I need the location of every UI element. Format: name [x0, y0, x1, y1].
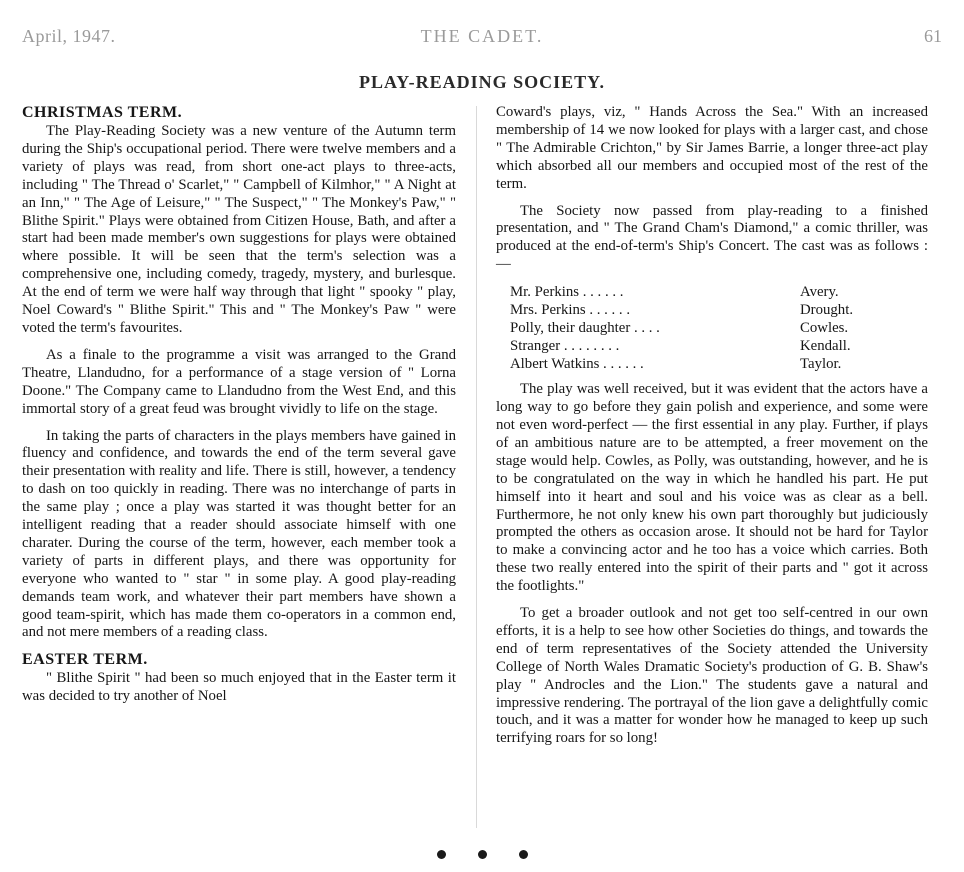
cast-row [510, 301, 902, 319]
ornament-dot [437, 850, 446, 859]
article-title: PLAY-READING SOCIETY. [358, 72, 606, 92]
christmas-paragraph-3: In taking the parts of characters in the plays members have gained in fluency and confidence, and towards the end of the term several gave their presentation with reality and life. There is still, however, a tendency to dash on too quickly in reading. There was no interchange of parts in the same play ; once a play was started it was thought better for an intelligent reading that a reader should associate himself with one charater. During the course of the term, however, each member took a variety of parts in different plays, and there was opportunity for everyone who wanted to " star " in some play. A good play-reading demands team work, and whatever their part members have shown a good team-spirit, which has made them co-operators in a common end, and not mere members of a reading class. [22, 427, 456, 641]
publication-title: THE CADET. [420, 26, 544, 46]
end-ornament [0, 846, 964, 864]
cast-list [510, 283, 902, 373]
page-header [22, 26, 942, 50]
ornament-dot [478, 850, 487, 859]
easter-paragraph-1-continued: Coward's plays, viz, " Hands Across the Sea." With an increased membership of 14 we now looked for plays with a larger cast, and chose " The Admirable Crichton," by Sir James Barrie, a longer three-act play which absorbed all our members and occupied most of the rest of the term. [496, 104, 928, 192]
ornament-dot [519, 850, 528, 859]
issue-date: April, 1947. [22, 26, 116, 46]
cast-actor: Kendall. [800, 338, 851, 355]
easter-term-heading: EASTER TERM. [22, 651, 148, 669]
cast-row [510, 283, 902, 301]
christmas-paragraph-1: The Play-Reading Society was a new venture of the Autumn term during the Ship's occupational period. There were twelve members and a variety of plays was read, from short one-act plays to three-acts, including " The Thread o' Scarlet," " Campbell of Kilmhor," " A Night at an Inn," " The Age of Leisure," " The Suspect," " The Monkey's Paw," " Blithe Spirit." Plays were obtained from Citizen House, Bath, and after a start had been made member's own suggestions for plays were obtained where possible. It will be seen that the term's selection was a comprehensive one, including comedy, tragedy, mystery, and burlesque. At the end of term we were half way through that light " spooky " play, Noel Coward's " Blithe Spirit." This and " The Monkey's Paw " were voted the term's favourites. [22, 123, 456, 336]
easter-paragraph-2: The Society now passed from play-reading to a finished presentation, and " The Grand Cham's Diamond," a comic thriller, was produced at the end-of-term's Ship's Concert. The cast was as follows :— [496, 202, 928, 273]
easter-paragraph-4: To get a broader outlook and not get too self-centred in our own efforts, it is a help to see how other Societies do things, and towards the end of term representatives of the Society attended the University College of North Wales Dramatic Society's production of G. B. Shaw's play " Androcles and the Lion." The students gave a natural and impressive rendering. The portrayal of the lion gave a delightfully comic touch, and it was a matter for wonder how he managed to keep up such terrifying roars for so long! [496, 605, 928, 747]
cast-role: Mr. Perkins . . . . . . [510, 284, 624, 301]
cast-actor: Taylor. [800, 356, 842, 373]
cast-role: Mrs. Perkins . . . . . . [510, 302, 631, 319]
cast-role: Albert Watkins . . . . . . [510, 356, 644, 373]
cast-actor: Cowles. [800, 320, 849, 337]
cast-row [510, 337, 902, 355]
column-divider [476, 106, 477, 828]
easter-paragraph-3: The play was well received, but it was evident that the actors have a long way to go before they gain polish and experience, and some were not even word-perfect — the first essential in any play. Further, if plays of an ambitious nature are to be attempted, a freer movement on the stage would help. Cowles, as Polly, was outstanding, however, and he is to be congratulated on the way in which he handled his part. He put himself into it heart and soul and his voice was as clear as a bell. Furthermore, he not only knew his own part thoroughly but judiciously prompted the others as occasion arose. It should not be hard for Taylor to make a convincing actor and he too has a voice which carries. Both these two really entered into the spirit of their parts and " got it across the footlights." [496, 381, 928, 595]
cast-actor: Drought. [800, 302, 854, 319]
page-number: 61 [924, 26, 942, 46]
christmas-term-heading: CHRISTMAS TERM. [22, 104, 183, 121]
cast-role: Polly, their daughter . . . . [510, 320, 660, 337]
left-column [22, 104, 456, 715]
cast-actor: Avery. [800, 284, 839, 301]
cast-row [510, 355, 902, 373]
cast-row [510, 319, 902, 337]
easter-paragraph-1: " Blithe Spirit " had been so much enjoyed that in the Easter term it was decided to try another of Noel [22, 670, 456, 705]
right-column [496, 104, 928, 757]
cast-role: Stranger . . . . . . . . [510, 338, 620, 355]
christmas-paragraph-2: As a finale to the programme a visit was arranged to the Grand Theatre, Llandudno, for a performance of a stage version of " Lorna Doone." The Company came to Llandudno from the West End, and this immortal story of a great feud was brought vividly to life on the stage. [22, 346, 456, 417]
